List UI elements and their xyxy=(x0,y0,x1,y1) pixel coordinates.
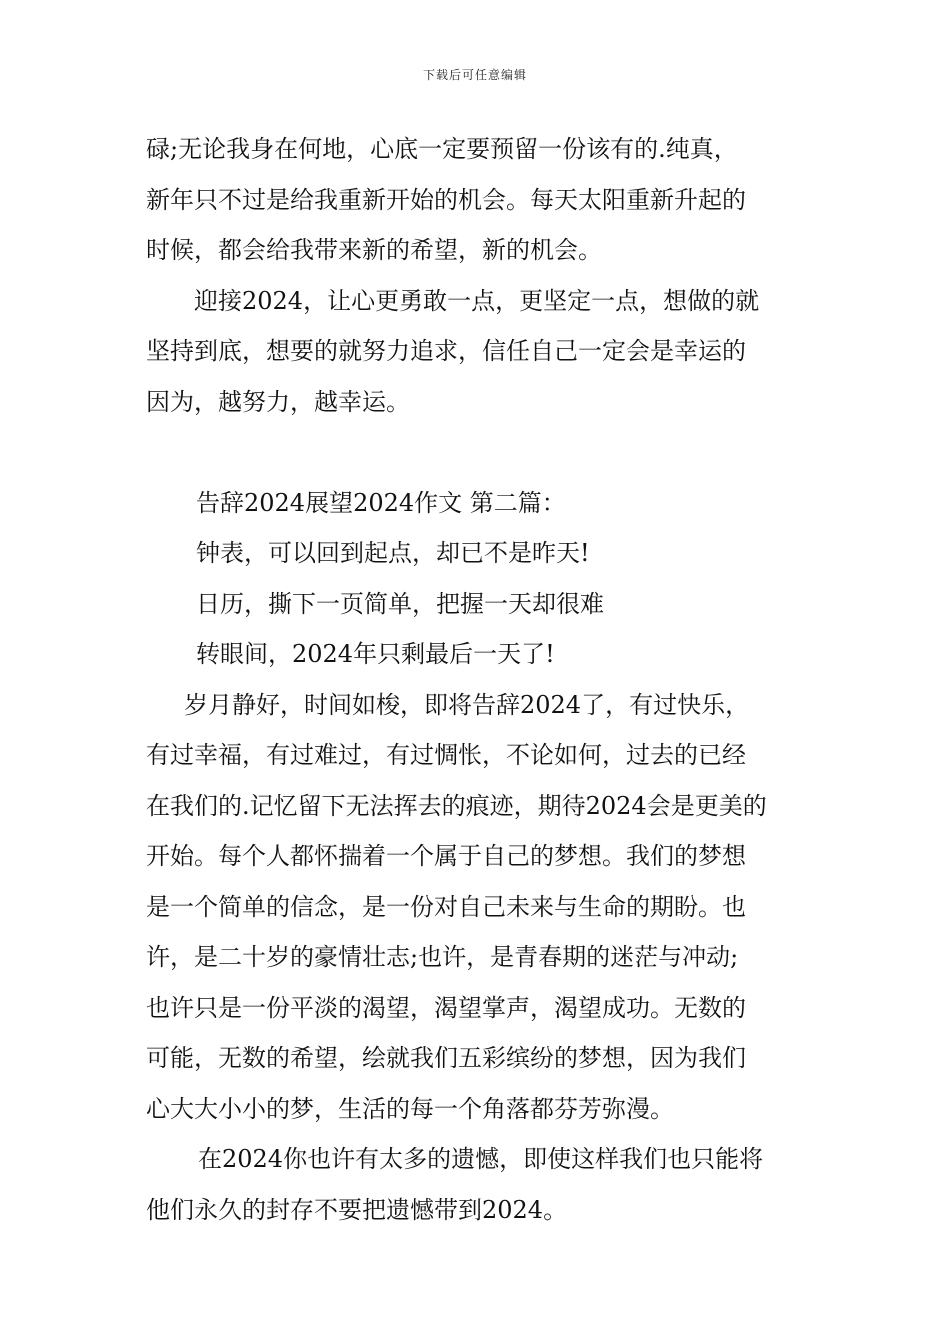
paragraph-3 xyxy=(146,680,806,1135)
text-line: 新年只不过是给我重新开始的机会。每天太阳重新升起的 xyxy=(146,185,746,214)
text-line: 在我们的.记忆留下无法挥去的痕迹，期待2024会是更美的 xyxy=(146,791,767,820)
blank-line xyxy=(146,427,806,478)
text-line: 有过幸福，有过难过，有过惆怅，不论如何，过去的已经 xyxy=(146,741,746,769)
section-title-text: 告辞2024展望2024作文 第二篇： xyxy=(196,488,566,517)
text-line: 转眼间，2024年只剩最后一天了! xyxy=(196,640,555,668)
text-line: 可能，无数的希望，绘就我们五彩缤纷的梦想，因为我们 xyxy=(146,1044,746,1072)
text-line: 因为，越努力，越幸运。 xyxy=(146,387,410,416)
paragraph-2 xyxy=(146,276,806,428)
text-line: 是一个简单的信念，是一份对自己未来与生命的期盼。也 xyxy=(146,892,746,921)
paragraph-1 xyxy=(146,124,806,276)
text-line: 许，是二十岁的豪情壮志;也许，是青春期的迷茫与冲动; xyxy=(146,943,739,971)
short-lines xyxy=(146,528,806,680)
paragraph-4 xyxy=(146,1134,806,1235)
text-line: 在2024你也许有太多的遗憾，即使这样我们也只能将 xyxy=(198,1145,764,1173)
text-line: 心大大小小的梦，生活的每一个角落都芬芳弥漫。 xyxy=(146,1094,674,1123)
text-line: 碌;无论我身在何地，心底一定要预留一份该有的.纯真， xyxy=(146,135,738,163)
text-line: 开始。每个人都怀揣着一个属于自己的梦想。我们的梦想 xyxy=(146,842,746,870)
text-line: 迎接2024，让心更勇敢一点，更坚定一点，想做的就 xyxy=(194,286,760,315)
document-body xyxy=(146,124,806,1235)
text-line: 钟表，可以回到起点，却已不是昨天! xyxy=(196,539,590,567)
text-line: 日历，撕下一页简单，把握一天却很难 xyxy=(196,589,604,618)
text-line: 时候，都会给我带来新的希望，新的机会。 xyxy=(146,236,602,264)
text-line: 也许只是一份平淡的渴望，渴望掌声，渴望成功。无数的 xyxy=(146,993,746,1022)
text-line: 他们永久的封存不要把遗憾带到2024。 xyxy=(146,1195,568,1224)
text-line: 岁月静好，时间如梭，即将告辞2024了，有过快乐， xyxy=(184,690,750,719)
section-title xyxy=(146,478,806,529)
page-header: 下载后可任意编辑 xyxy=(422,68,527,82)
text-line: 坚持到底，想要的就努力追求，信任自己一定会是幸运的 xyxy=(146,337,746,365)
